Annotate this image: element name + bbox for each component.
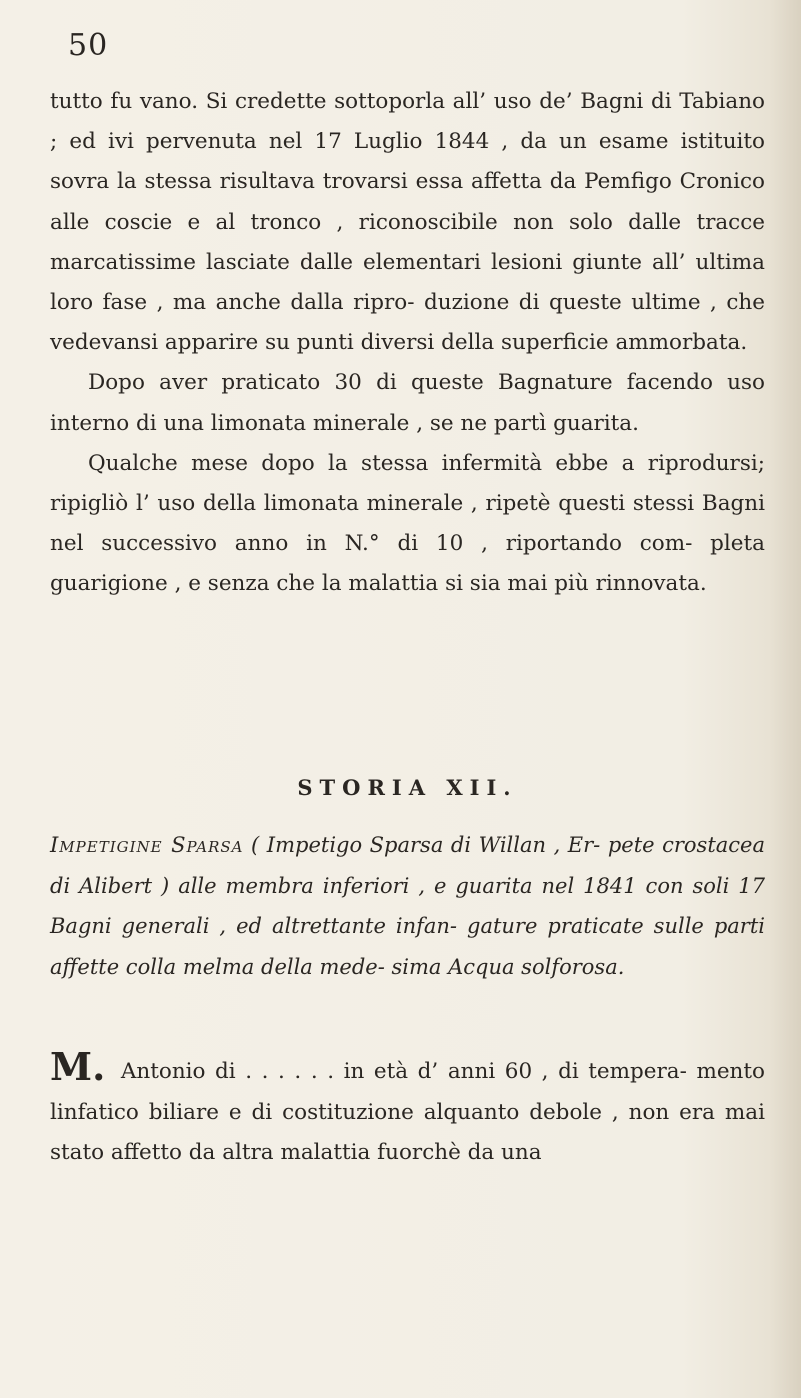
case-body: Antonio di . . . . . . in età d’ anni 60 , di tempera- mento linfatico biliare e di costituzione alquanto debole , non era mai stato affetto da altra malattia fuorchè da una: [50, 1059, 765, 1165]
summary-text: ( Impetigo Sparsa di Willan , Er- pete crostacea di Alibert ) alle membra inferiori , e guarita nel 1841 con soli 17 Bagni generali , ed altrettante infan- gature praticate sulle parti affette colla melma della mede- sima Acqua solforosa.: [50, 833, 765, 979]
paragraph-1: tutto fu vano. Si credette sottoporla all’ uso de’ Bagni di Tabiano ; ed ivi pervenuta nel 17 Luglio 1844 , da un esame istituito sovra la stessa risultava trovarsi essa affetta da Pemfigo Cronico alle coscie e al tronco , riconoscibile non solo dalle tracce marcatissime lasciate dalle elementari lesioni giunte all’ ultima loro fase , ma anche dalla ripro- duzione di queste ultime , che vedevansi apparire su punti diversi della superficie ammorbata.: [50, 89, 765, 356]
body-text: [50, 82, 765, 605]
paragraph-3: Qualche mese dopo la stessa infermità ebbe a riprodursi; ripigliò l’ uso della limonata minerale , ripetè questi stessi Bagni nel successivo anno in N.° di 10 , riportando com- pleta guarigione , e senza che la malattia si sia mai più rinnovata.: [50, 450, 765, 597]
section-heading: STORIA XII.: [297, 775, 518, 800]
case-summary: [50, 825, 765, 987]
drop-cap: M.: [50, 1044, 106, 1089]
page-number: 50: [68, 28, 109, 63]
case-text: [50, 1044, 765, 1174]
paragraph-2: Dopo aver praticato 30 di queste Bagnature facendo uso interno di una limonata minerale , se ne partì guarita.: [50, 370, 765, 436]
summary-lead: Impetigine Sparsa: [50, 833, 244, 857]
